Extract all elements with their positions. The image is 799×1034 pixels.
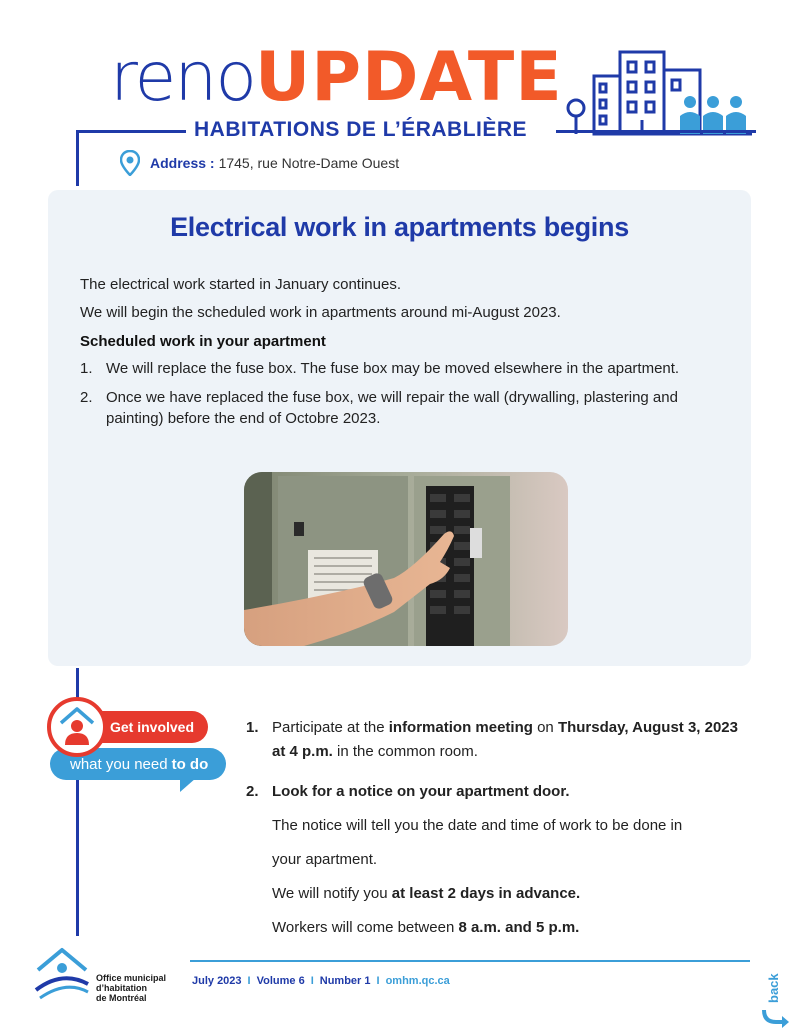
step1-bold-date: Thursday, August 3, 2023 at 4 p.m. [272,719,738,760]
step1-text-b: on [532,719,558,736]
step2-line-3-bold: at least 2 days in advance. [391,885,581,902]
omhm-logo-icon [32,944,92,1000]
step2-line-3 [272,882,746,906]
buildings-people-illustration-icon [566,40,756,140]
tagline-plain: what you need [70,755,168,773]
list-item-number: 1. [80,360,93,377]
separator: I [310,975,314,987]
get-involved-label: Get involved [80,711,208,743]
header-rule-right [556,130,756,133]
list-item-text: Once we have replaced the fuse box, we will repair the wall (drywalling, plastering and painting) before the end of Octobre 2023. [106,389,678,427]
issue-volume: Volume 6 [256,975,305,987]
step2-line-1: The notice will tell you the date and time of work to be done in [272,817,683,834]
step2-line-4-bold: 8 a.m. and 5 p.m. [458,919,580,936]
article-title: Electrical work in apartments begins [170,212,629,242]
scheduled-work-heading: Scheduled work in your apartment [80,333,326,350]
header-rule-left [76,130,186,133]
speech-bubble-tail [180,778,196,792]
header-rule-vertical [76,130,79,186]
issue-date: July 2023 [192,975,242,987]
step2-heading-text: Look for a notice on your apartment door. [272,783,570,800]
step2-line-4 [272,916,746,940]
newsletter-subtitle: HABITATIONS DE L’ÉRABLIÈRE [194,118,528,141]
scheduled-work-list [80,358,720,437]
step1-bold-meeting: information meeting [388,719,533,736]
issue-info [192,975,450,987]
step2-line-4-plain: Workers will come between [272,919,459,936]
step1-text-c: in the common room. [332,743,478,760]
list-item [80,387,720,429]
brand-main: UPDATE [255,38,563,117]
step-item [246,780,746,940]
back-button[interactable] [756,962,796,1028]
step-number: 1. [246,719,259,736]
list-item-number: 2. [80,389,93,406]
issue-number: Number 1 [319,975,371,987]
back-arrow-icon [756,1006,796,1028]
location-pin-icon [120,150,140,176]
separator: I [376,975,380,987]
article-intro-1: The electrical work started in January continues. [80,276,401,293]
org-name-line-1: Office municipal [96,973,167,983]
back-label: back [766,973,781,1003]
house-person-icon [51,701,103,753]
org-name [96,973,176,1003]
footer-rule [190,960,750,962]
step2-line-2: your apartment. [272,851,378,868]
list-item-text: We will replace the fuse box. The fuse box may be moved elsewhere in the apartment. [106,360,680,377]
address-label: Address : [150,155,215,171]
brand-prefix: reno [110,38,255,117]
tagline-bold: to do [171,755,209,773]
step-item [246,716,746,764]
website-link[interactable]: omhm.qc.ca [385,975,450,987]
fuse-box-photo [244,472,568,646]
step2-line-3-plain: We will notify you [272,885,392,902]
address-line [120,150,399,176]
article-intro-2: We will begin the scheduled work in apartments around mi-August 2023. [80,304,561,321]
step-number: 2. [246,783,259,800]
step2-heading [272,780,746,804]
action-steps [246,716,746,950]
address-value: 1745, rue Notre-Dame Ouest [218,155,400,171]
list-item [80,358,720,379]
brand-wordmark [110,38,563,118]
step1-text-a: Participate at the [272,719,389,736]
org-name-line-3: de Montréal [96,993,147,1003]
separator: I [247,975,251,987]
org-name-line-2: d’habitation [96,983,147,993]
get-involved-badge [47,697,107,757]
